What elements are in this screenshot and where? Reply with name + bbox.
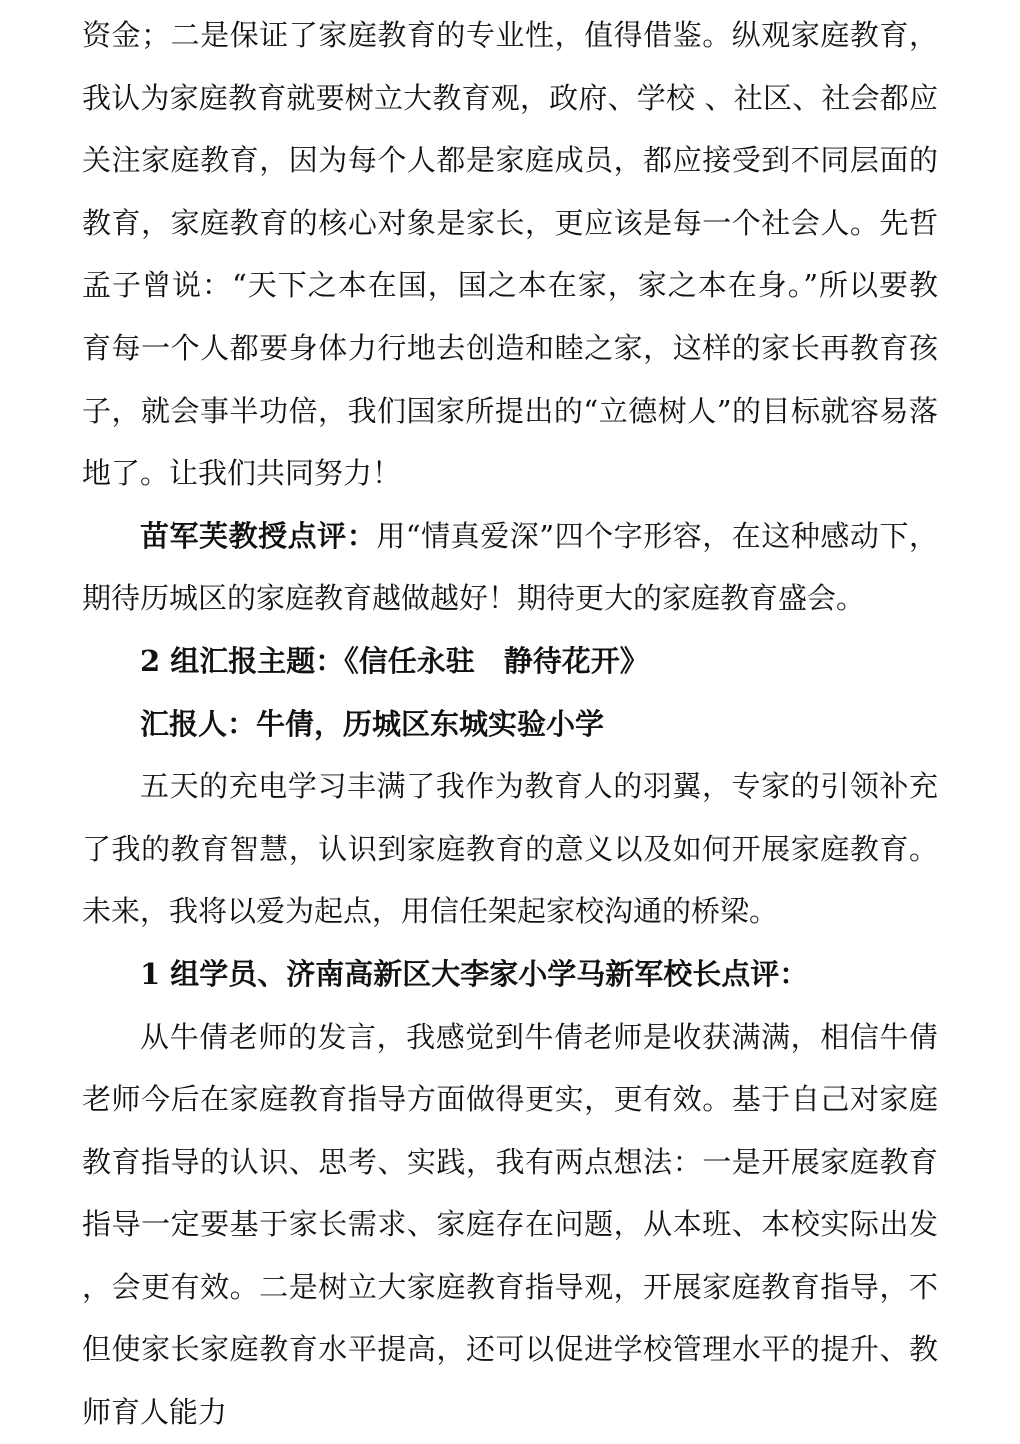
- paragraph-professor-comment: [82, 505, 938, 630]
- body-text: 从牛倩老师的发言，我感觉到牛倩老师是收获满满，相信牛倩老师今后在家庭教育指导方面做得更实，更有效。基于自己对家庭教育指导的认识、思考、实践，我有两点想法：一是开展家庭教育指导一定要基于家长需求、家庭存在问题，从本班、本校实际出发，会更有效。二是树立大家庭教育指导观，开展家庭教育指导，不但使家长家庭教育水平提高，还可以促进学校管理水平的提升、教师育人能力: [82, 1019, 938, 1430]
- paragraph-principal-comment: [82, 1006, 938, 1444]
- body-text: 用“情真爱深”四个字形容，在这种感动下，期待历城区的家庭教育越做越好！期待更大的家庭教育盛会。: [82, 518, 938, 616]
- section-heading: 2 组汇报主题：《信任永驻 静待花开》: [140, 643, 649, 678]
- body-text: 资金；二是保证了家庭教育的专业性，值得借鉴。纵观家庭教育，我认为家庭教育就要树立大教育观，政府、学校 、社区、社会都应关注家庭教育，因为每个人都是家庭成员，都应接受到不同层面的教育，家庭教育的核心对象是家长，更应该是每一个社会人。先哲孟子曾说：“天下之本在国，国之本在家，家之本在身。”所以要教育每一个人都要身体力行地去创造和睦之家，这样的家长再教育孩子，就会事半功倍，我们国家所提出的“立德树人”的目标就容易落地了。让我们共同努力！: [82, 18, 938, 491]
- reporter-line: 汇报人：牛倩，历城区东城实验小学: [140, 706, 605, 741]
- body-text: 五天的充电学习丰满了我作为教育人的羽翼，专家的引领补充了我的教育智慧，认识到家庭教育的意义以及如何开展家庭教育。未来，我将以爱为起点，用信任架起家校沟通的桥梁。: [82, 769, 938, 929]
- paragraph-group2-reporter: [82, 693, 938, 756]
- paragraph-principal-comment-heading: [82, 943, 938, 1006]
- paragraph-reporter-speech: [82, 755, 938, 943]
- paragraph-continuation: [82, 4, 938, 505]
- paragraph-group2-topic: [82, 630, 938, 693]
- comment-speaker-label: 苗军芙教授点评：: [140, 518, 377, 553]
- comment-speaker-label: 1 组学员、济南高新区大李家小学马新军校长点评：: [140, 956, 809, 991]
